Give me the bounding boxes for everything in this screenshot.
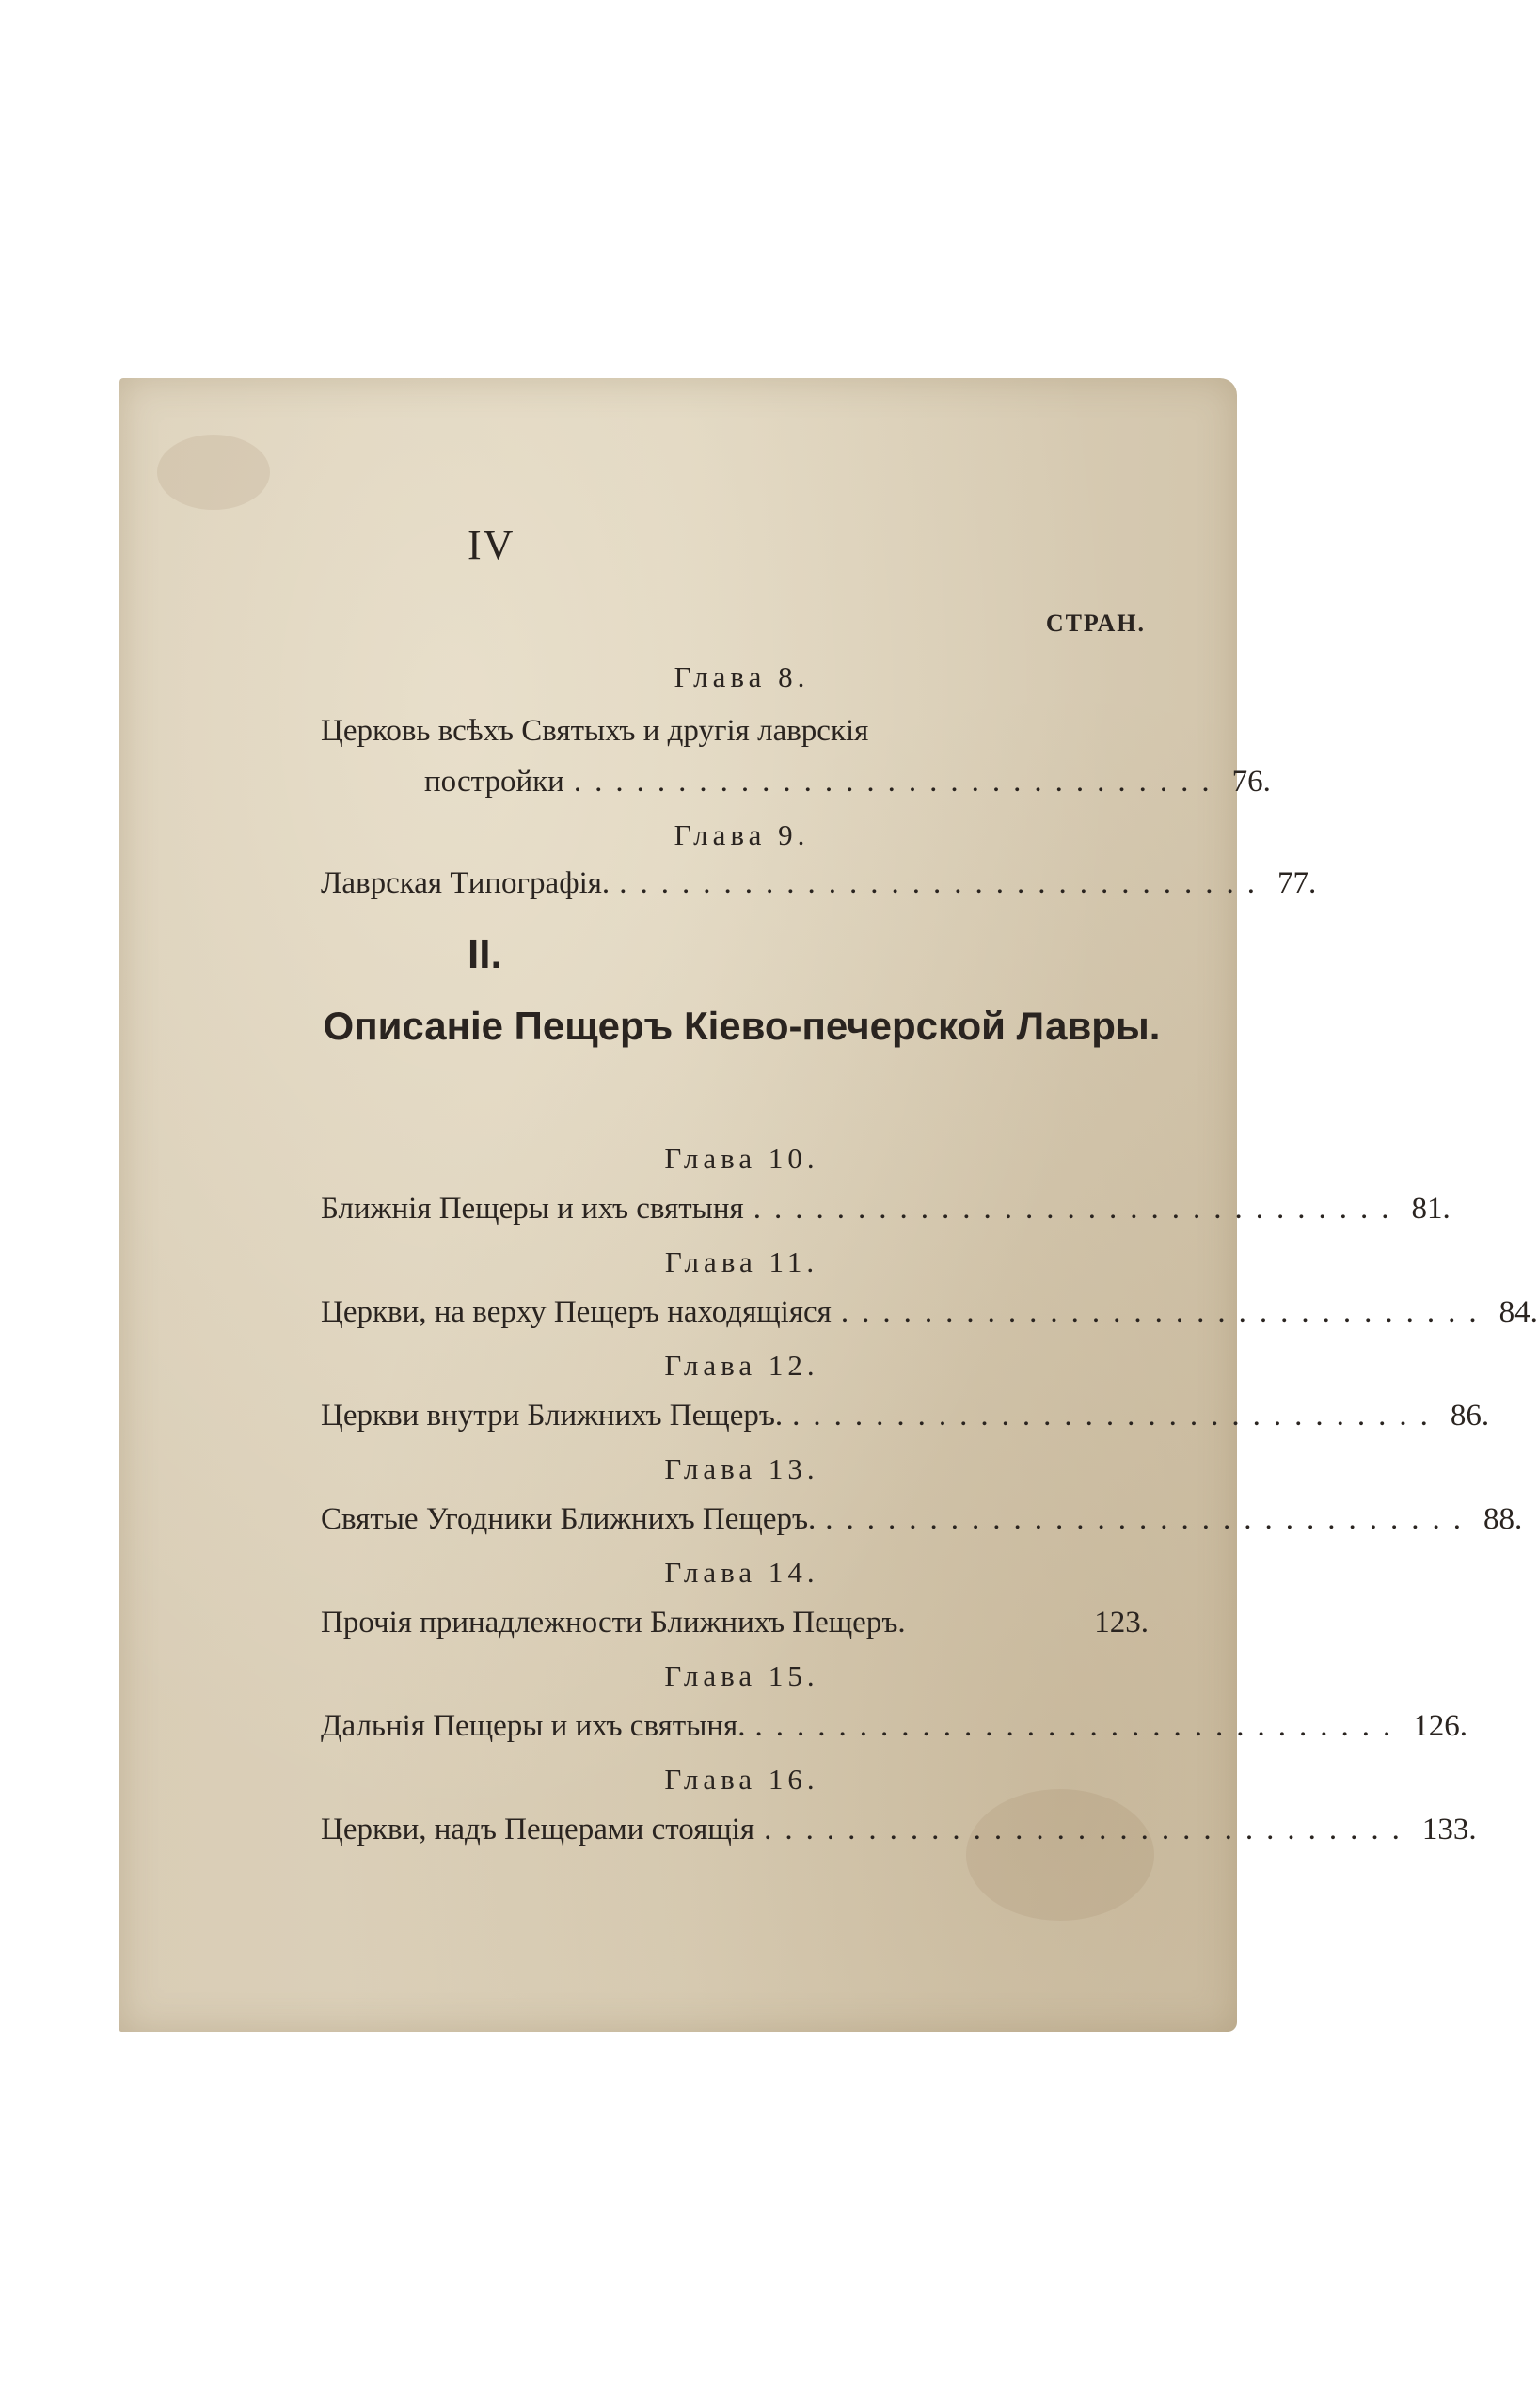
section-number: II.: [468, 931, 502, 977]
toc-entry-title: Прочія принадлежности Ближнихъ Пещеръ.: [321, 1606, 906, 1640]
leader-dots: ...............................: [840, 1295, 1490, 1329]
chapter-heading: Глава 8.: [674, 660, 810, 693]
toc-entry: [321, 1287, 1538, 1338]
toc-entry: [321, 705, 1271, 807]
book-page: [119, 378, 1538, 2032]
leader-dots: ...............................: [619, 866, 1268, 900]
toc-entry-page: 86.: [1450, 1399, 1490, 1433]
toc-entry-title: Церковь всѣхъ Святыхъ и другія лаврскія: [321, 714, 869, 748]
toc-entry-title: Церкви внутри Ближнихъ Пещеръ.: [321, 1399, 784, 1433]
chapter-heading: Глава 11.: [664, 1245, 819, 1278]
toc-entry-page: 81.: [1411, 1192, 1451, 1226]
toc-entry: [321, 1597, 1149, 1648]
section-title: Описаніе Пещеръ Кіево-печерской Лавры.: [323, 1004, 1161, 1048]
toc-entry-title: Церкви, на верху Пещеръ находящіяся: [321, 1295, 832, 1329]
toc-entry: [321, 1804, 1477, 1855]
toc-entry-title: Ближнія Пещеры и ихъ святыня: [321, 1192, 744, 1226]
toc-entry-page: 126.: [1413, 1709, 1467, 1743]
paper-stain: [157, 435, 270, 510]
toc-entry-title-cont: постройки: [424, 765, 564, 799]
chapter-heading: Глава 14.: [664, 1556, 819, 1589]
toc-entry-page: 133.: [1421, 1813, 1477, 1846]
chapter-heading: Глава 12.: [664, 1349, 819, 1382]
chapter-heading: Глава 13.: [664, 1452, 819, 1485]
toc-entry-page: 88.: [1483, 1502, 1523, 1536]
leader-dots: ...............................: [754, 1709, 1404, 1743]
chapter-heading: Глава 9.: [674, 818, 810, 851]
page-column-header: СТРАН.: [1045, 610, 1146, 637]
leader-dots: ...............................: [764, 1813, 1413, 1846]
toc-entry-page: 123.: [1094, 1606, 1149, 1640]
chapter-heading: Глава 16.: [664, 1763, 819, 1796]
toc-entry: [321, 1390, 1490, 1441]
toc-entry-title: Дальнія Пещеры и ихъ святыня.: [321, 1709, 746, 1743]
page-number: IV: [468, 522, 515, 568]
toc-entry: [321, 1494, 1523, 1545]
toc-entry-title: Святые Угодники Ближнихъ Пещеръ.: [321, 1502, 817, 1536]
leader-dots: ...............................: [753, 1192, 1403, 1226]
toc-entry: [321, 858, 1317, 909]
toc-entry: [321, 1701, 1467, 1751]
leader-dots: ...............................: [792, 1399, 1441, 1433]
chapter-heading: Глава 15.: [664, 1659, 819, 1692]
toc-entry-page: 76.: [1231, 765, 1271, 799]
leader-dots: ...............................: [573, 765, 1223, 799]
toc-entry: [321, 1183, 1451, 1234]
toc-entry-page: 77.: [1276, 866, 1317, 900]
toc-entry-title: Церкви, надъ Пещерами стоящія: [321, 1813, 755, 1846]
toc-entry-page: 84.: [1498, 1295, 1538, 1329]
leader-dots: ...............................: [825, 1502, 1475, 1536]
chapter-heading: Глава 10.: [664, 1142, 819, 1175]
toc-entry-title: Лаврская Типографія.: [321, 866, 610, 900]
